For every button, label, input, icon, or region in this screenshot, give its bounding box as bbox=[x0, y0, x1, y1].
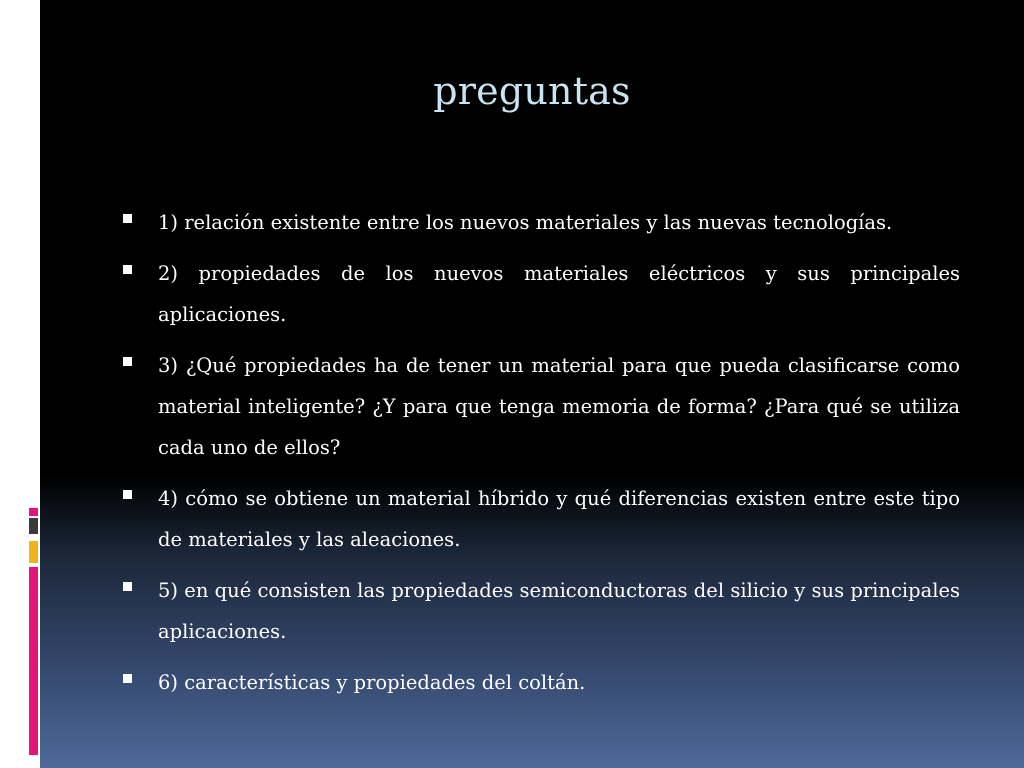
question-item bbox=[120, 570, 960, 652]
question-text: 6) características y propiedades del coltán. bbox=[158, 671, 586, 694]
square-bullet-icon bbox=[123, 357, 132, 366]
question-text: 2) propiedades de los nuevos materiales eléctricos y sus principales aplicaciones. bbox=[158, 262, 960, 326]
question-item bbox=[120, 202, 960, 243]
square-bullet-icon bbox=[123, 490, 132, 499]
decor-bar-pink-long bbox=[29, 567, 38, 755]
question-text: 1) relación existente entre los nuevos materiales y las nuevas tecnologías. bbox=[158, 211, 893, 234]
slide-title: preguntas bbox=[433, 69, 631, 113]
question-text: 4) cómo se obtiene un material híbrido y qué diferencias existen entre este tipo de materiales y las aleaciones. bbox=[158, 487, 960, 551]
square-bullet-icon bbox=[123, 265, 132, 274]
decor-bar-pink-top bbox=[29, 508, 38, 516]
question-text: 3) ¿Qué propiedades ha de tener un material para que pueda clasificarse como material inteligente? ¿Y para que tenga memoria de forma? ¿Para qué se utiliza cada uno de ellos? bbox=[158, 354, 960, 459]
decor-bar-yellow bbox=[29, 541, 38, 563]
square-bullet-icon bbox=[123, 674, 132, 683]
question-item bbox=[120, 478, 960, 560]
decor-bar-gray bbox=[29, 518, 38, 534]
question-text: 5) en qué consisten las propiedades semiconductoras del silicio y sus principales aplicaciones. bbox=[158, 579, 960, 643]
square-bullet-icon bbox=[123, 582, 132, 591]
square-bullet-icon bbox=[123, 214, 132, 223]
question-list bbox=[120, 202, 960, 713]
question-item bbox=[120, 345, 960, 468]
question-item bbox=[120, 253, 960, 335]
question-item bbox=[120, 662, 960, 703]
